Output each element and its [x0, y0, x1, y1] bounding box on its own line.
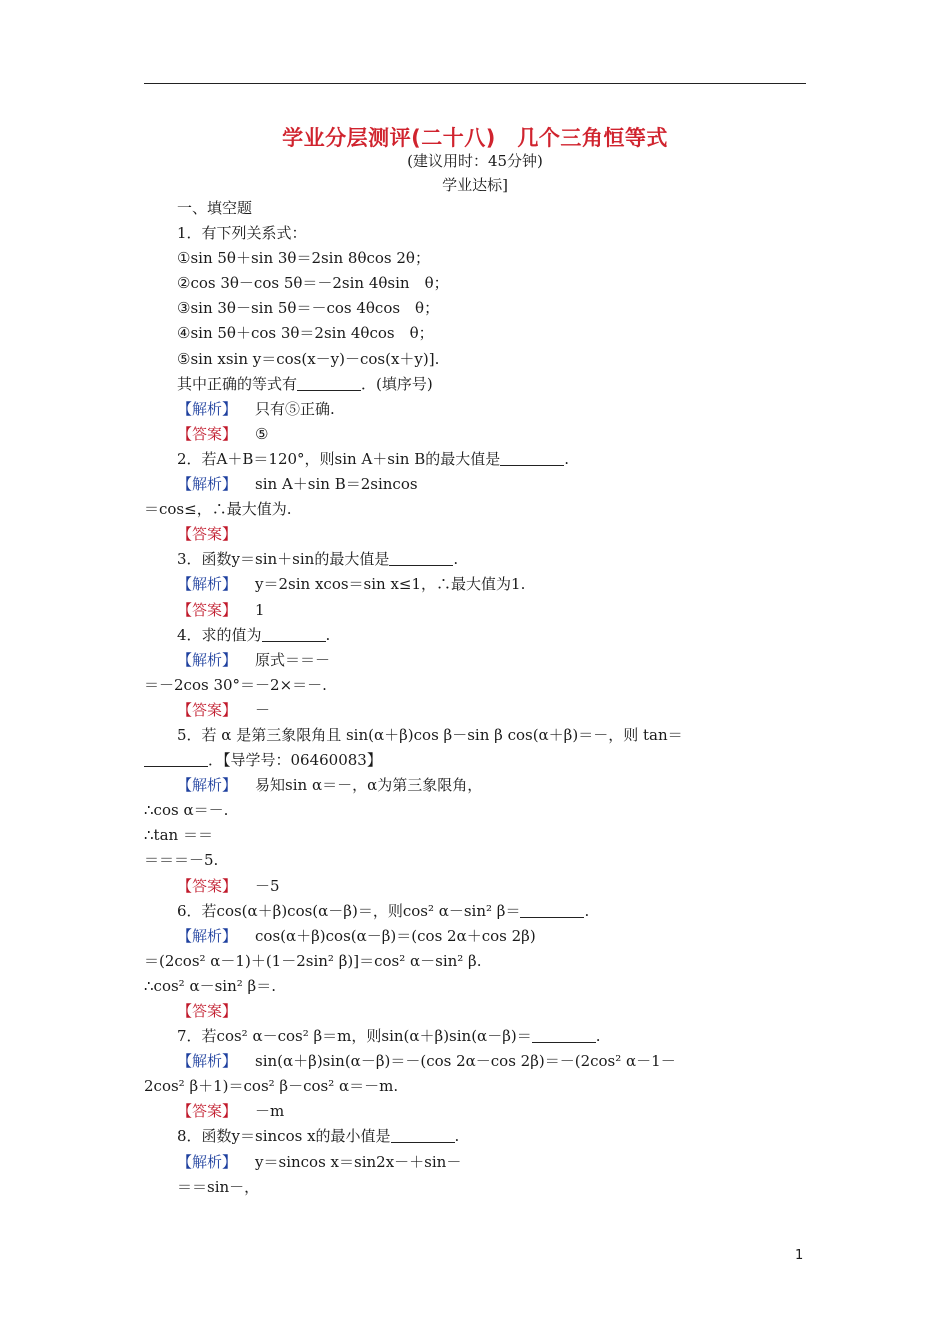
q5-analysis-cont: ∴cos α＝－.	[144, 801, 229, 820]
q5-stem: 5．若 α 是第三象限角且 sin(α＋β)cos β－sin β cos(α＋β)＝－，则 tan＝	[177, 725, 683, 744]
q6-analysis-cont: ∴cos² α－sin² β＝.	[144, 976, 276, 995]
q5-analysis: 【解析】 易知sin α＝－，α为第三象限角，	[177, 776, 483, 795]
q4-analysis: 【解析】 原式＝＝－	[177, 650, 331, 669]
header-rule	[144, 83, 806, 84]
q7-analysis: 【解析】 sin(α＋β)sin(α－β)＝－(cos 2α－cos 2β)＝－(2cos² α－1－	[177, 1052, 676, 1071]
answer-blank	[520, 903, 584, 918]
q5-analysis-cont: ＝＝＝－5.	[144, 851, 219, 870]
q3-answer: 【答案】 1	[177, 600, 265, 619]
question-list	[144, 196, 806, 1200]
analysis-label: 【解析】	[177, 650, 238, 669]
section-heading: 学业达标]	[442, 176, 508, 194]
analysis-label: 【解析】	[177, 1052, 238, 1071]
answer-label: 【答案】	[177, 525, 238, 544]
time-hint: (建议用时：45分钟)	[407, 152, 543, 170]
analysis-label: 【解析】	[177, 926, 238, 945]
answer-blank	[391, 1128, 455, 1143]
q4-answer: 【答案】 －	[177, 700, 271, 719]
q1-item: ⑤sin xsin y＝cos(x－y)－cos(x＋y)].	[177, 349, 440, 368]
analysis-label: 【解析】	[177, 1152, 238, 1171]
answer-blank	[262, 627, 326, 642]
q1-item: ④sin 5θ＋cos 3θ＝2sin 4θcos θ；	[177, 324, 434, 343]
answer-blank	[297, 376, 361, 391]
q6-answer	[144, 999, 806, 1024]
q1-item: ③sin 3θ－sin 5θ＝－cos 4θcos θ；	[177, 299, 440, 318]
q5-analysis-cont: ∴tan ＝＝	[144, 826, 213, 845]
q5-answer: 【答案】 －5	[177, 876, 280, 895]
q2-analysis-cont: ＝cos≤，∴最大值为.	[144, 500, 292, 519]
analysis-label: 【解析】	[177, 399, 238, 418]
q2-stem: 2．若A＋B＝120°，则sin A＋sin B的最大值是 .	[177, 449, 570, 468]
q1-answer: 【答案】 ⑤	[177, 424, 269, 443]
q1-item: ②cos 3θ－cos 5θ＝－2sin 4θsin θ；	[177, 274, 449, 293]
q3-analysis: 【解析】 y＝2sin xcos＝sin x≤1，∴最大值为1.	[177, 575, 526, 594]
answer-label: 【答案】	[177, 876, 238, 895]
q3-stem: 3．函数y＝sin＋sin的最大值是 .	[177, 550, 459, 569]
q6-analysis-cont: ＝(2cos² α－1)＋(1－2sin² β)]＝cos² α－sin² β.	[144, 951, 482, 970]
q1-stem: 1．有下列关系式：	[177, 224, 307, 243]
q4-stem: 4．求的值为 .	[177, 625, 331, 644]
page-title: 学业分层测评(二十八) 几个三角恒等式	[282, 126, 668, 150]
q8-analysis: 【解析】 y＝sincos x＝sin2x－＋sin－	[177, 1152, 462, 1171]
answer-blank	[500, 451, 564, 466]
analysis-label: 【解析】	[177, 475, 238, 494]
answer-label: 【答案】	[177, 424, 238, 443]
answer-blank	[144, 752, 208, 767]
answer-label: 【答案】	[177, 1102, 238, 1121]
part-heading: 一、填空题	[177, 199, 253, 217]
answer-label: 【答案】	[177, 600, 238, 619]
q8-analysis-cont: ＝＝sin－，	[177, 1177, 260, 1196]
q1-analysis: 【解析】 只有⑤正确.	[177, 399, 335, 418]
q2-analysis: 【解析】 sin A＋sin B＝2sincos	[177, 475, 418, 494]
answer-blank	[389, 551, 453, 566]
q5-stem-cont: ．【导学号：06460083】	[144, 748, 806, 773]
q7-answer: 【答案】 －m	[177, 1102, 285, 1121]
answer-label: 【答案】	[177, 700, 238, 719]
q1-ask: 其中正确的等式有 ．(填序号)	[177, 374, 433, 393]
q7-stem: 7．若cos² α－cos² β＝m，则sin(α＋β)sin(α－β)＝ .	[177, 1027, 601, 1046]
q2-answer	[144, 522, 806, 547]
page-number: 1	[795, 1248, 804, 1263]
q7-analysis-cont: 2cos² β＋1)＝cos² β－cos² α＝－m.	[144, 1077, 399, 1096]
analysis-label: 【解析】	[177, 776, 238, 795]
answer-label: 【答案】	[177, 1002, 238, 1020]
answer-blank	[532, 1028, 596, 1043]
q1-item: ①sin 5θ＋sin 3θ＝2sin 8θcos 2θ；	[177, 249, 430, 268]
q6-analysis: 【解析】 cos(α＋β)cos(α－β)＝(cos 2α＋cos 2β)	[177, 926, 536, 945]
analysis-label: 【解析】	[177, 575, 238, 594]
q4-analysis-cont: ＝－2cos 30°＝－2×＝－.	[144, 675, 327, 694]
q8-stem: 8．函数y＝sincos x的最小值是 .	[177, 1127, 460, 1146]
q6-stem: 6．若cos(α＋β)cos(α－β)＝，则cos² α－sin² β＝ .	[177, 901, 590, 920]
